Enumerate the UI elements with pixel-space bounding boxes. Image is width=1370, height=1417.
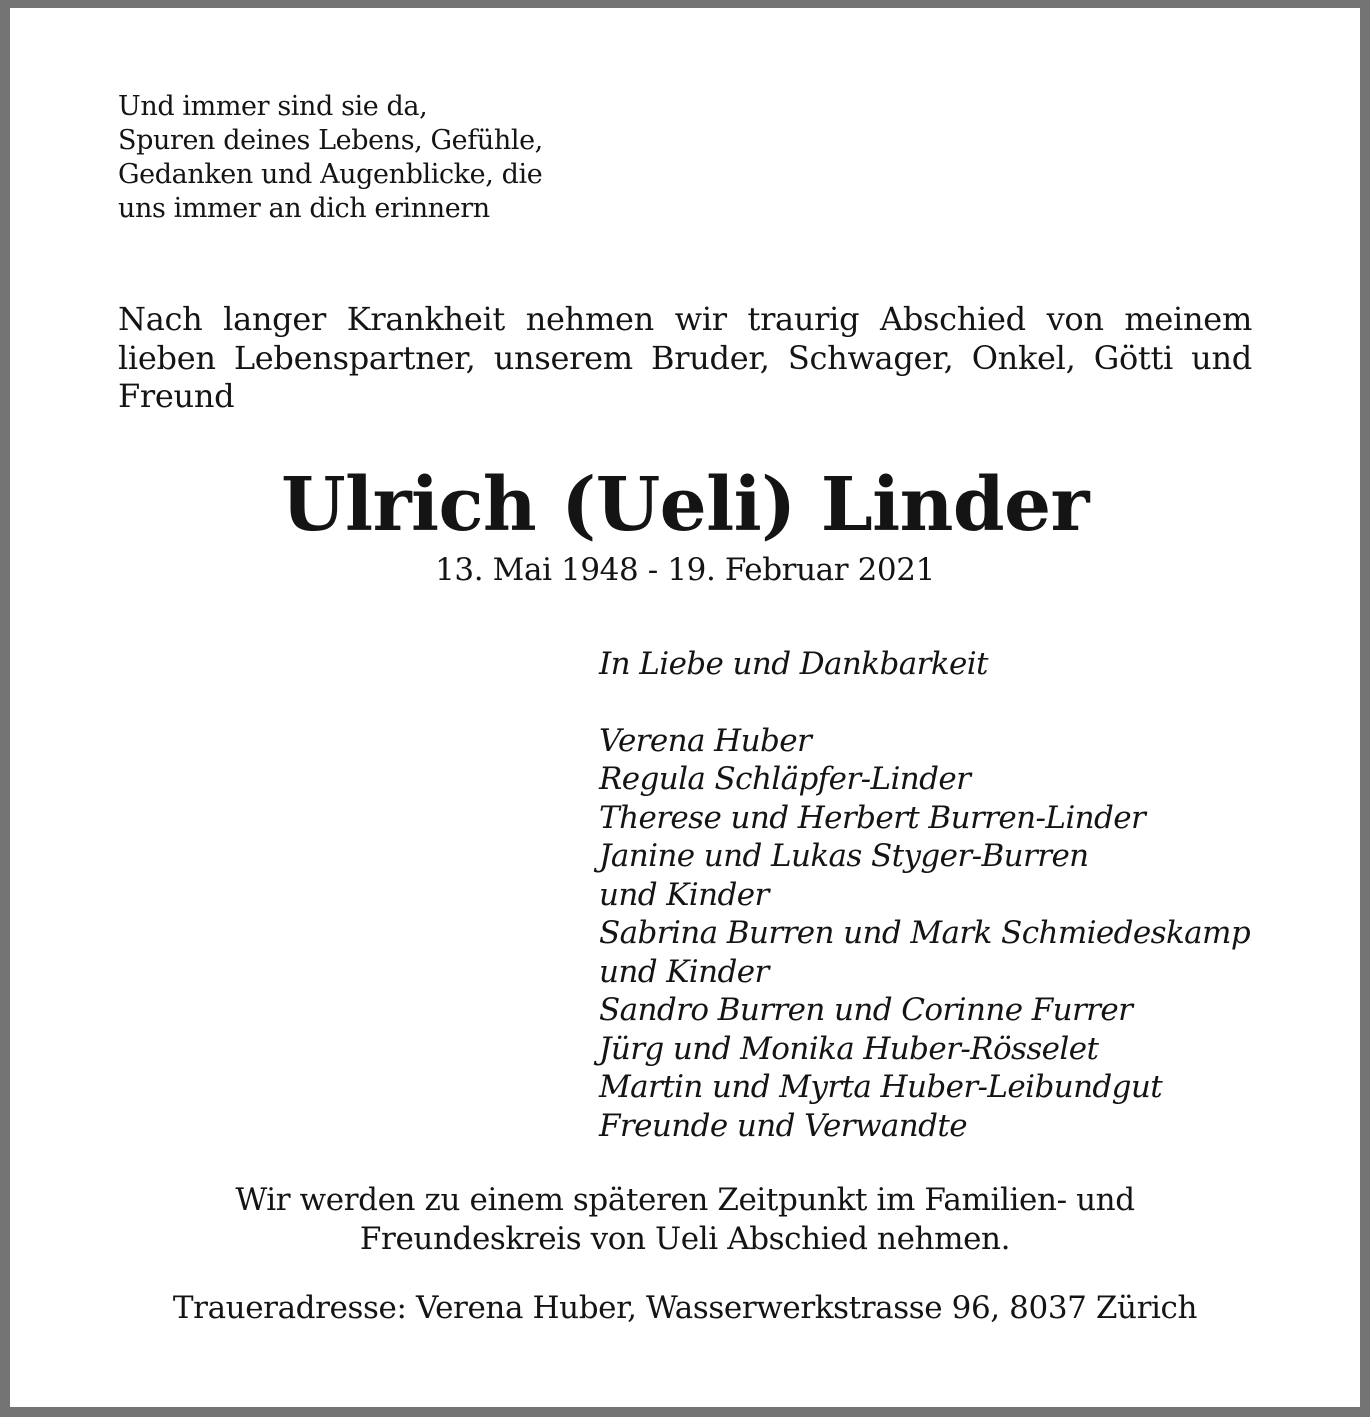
verse-line: uns immer an dich erinnern bbox=[118, 193, 490, 224]
mourner-line: Freunde und Verwandte bbox=[599, 1107, 968, 1144]
mourners-list bbox=[599, 645, 1299, 1145]
farewell-note-line: Freundeskreis von Ueli Abschied nehmen. bbox=[359, 1220, 1011, 1257]
farewell-note bbox=[10, 1181, 1360, 1258]
life-dates: 13. Mai 1948 - 19. Februar 2021 bbox=[435, 552, 935, 588]
deceased-name: Ulrich (Ueli) Linder bbox=[281, 462, 1089, 548]
mourner-line: Regula Schläpfer-Linder bbox=[599, 761, 971, 797]
farewell-note-line: Wir werden zu einem späteren Zeitpunkt im Familien- und bbox=[235, 1182, 1135, 1218]
mourner-line: Sandro Burren und Corinne Furrer bbox=[599, 992, 1133, 1028]
mourner-line: Martin und Myrta Huber-Leibundgut bbox=[599, 1069, 1163, 1105]
mourner-line: Janine und Lukas Styger-Burren bbox=[599, 838, 1089, 874]
verse-line: Gedanken und Augenblicke, die bbox=[118, 159, 543, 190]
memorial-verse bbox=[118, 90, 638, 226]
mourner-line: Sabrina Burren und Mark Schmiedeskamp bbox=[599, 915, 1251, 951]
announcement-text: Nach langer Krankheit nehmen wir traurig Abschied von meinem lieben Lebenspartner, unserem Bruder, Schwager, Onkel, Götti und Freund bbox=[118, 300, 1252, 415]
mourner-line: Therese und Herbert Burren-Linder bbox=[599, 799, 1146, 836]
verse-line: Spuren deines Lebens, Gefühle, bbox=[118, 125, 543, 156]
verse-line: Und immer sind sie da, bbox=[118, 91, 428, 122]
mourner-line: Verena Huber bbox=[599, 722, 812, 759]
mourner-line: und Kinder bbox=[599, 953, 769, 990]
mourner-line: Jürg und Monika Huber-Rösselet bbox=[599, 1030, 1099, 1067]
mourning-address: Traueradresse: Verena Huber, Wasserwerkstrasse 96, 8037 Zürich bbox=[172, 1290, 1198, 1326]
dedication-line: In Liebe und Dankbarkeit bbox=[599, 646, 988, 682]
mourner-line: und Kinder bbox=[599, 876, 769, 913]
spacer bbox=[599, 684, 1299, 722]
